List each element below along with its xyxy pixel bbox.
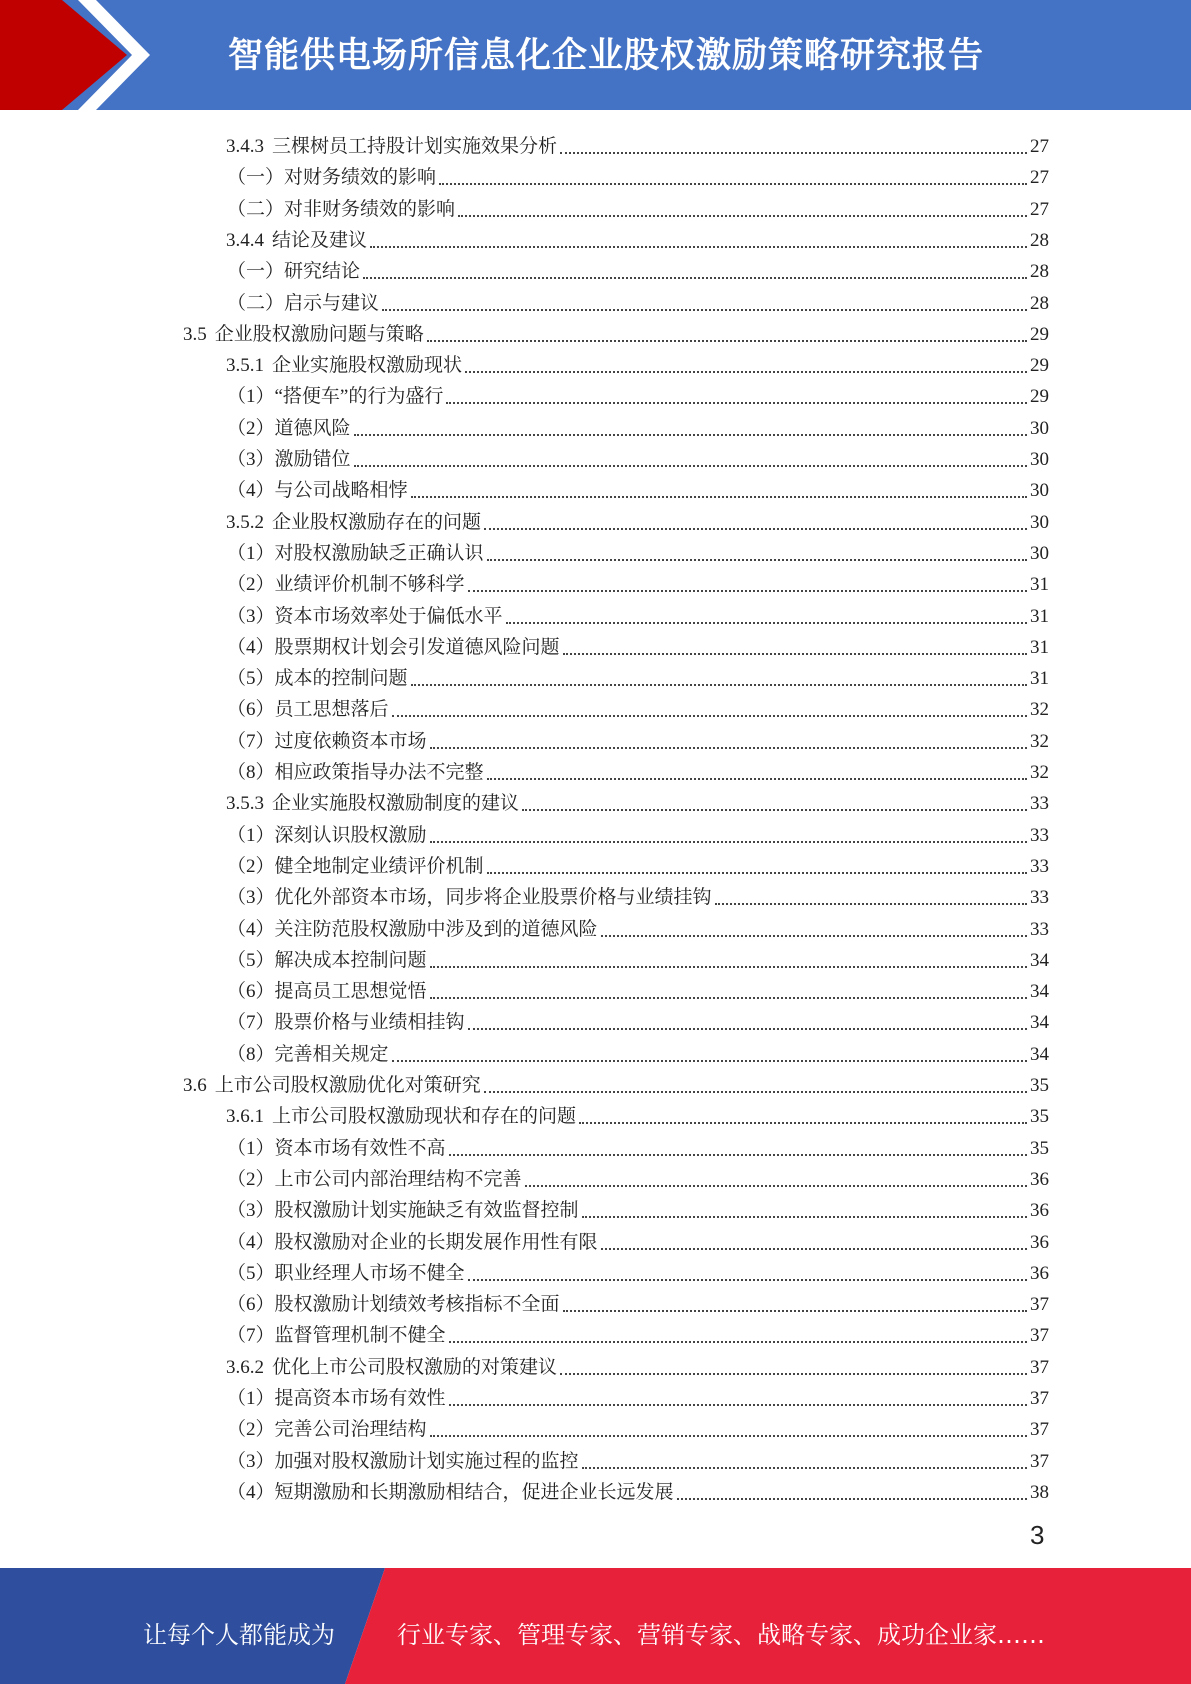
toc-entry[interactable] bbox=[227, 941, 1049, 972]
toc-entry[interactable] bbox=[227, 1442, 1049, 1473]
toc-entry-title: （5）成本的控制问题 bbox=[227, 668, 408, 690]
toc-entry-page: 30 bbox=[1030, 542, 1049, 564]
toc-entry-page: 33 bbox=[1030, 824, 1049, 846]
toc-entry-page: 30 bbox=[1030, 511, 1049, 533]
toc-entry-page: 38 bbox=[1030, 1481, 1049, 1503]
toc-entry-title: （7）股票价格与业绩相挂钩 bbox=[227, 1012, 465, 1034]
toc-entry[interactable] bbox=[227, 1254, 1049, 1285]
toc-dot-leader bbox=[582, 1445, 1027, 1469]
page-header bbox=[0, 0, 1191, 110]
toc-entry-page: 33 bbox=[1030, 855, 1049, 877]
toc-entry-page: 34 bbox=[1030, 981, 1049, 1003]
toc-entry-title: （4）与公司战略相悖 bbox=[227, 480, 408, 502]
toc-dot-leader bbox=[382, 287, 1027, 311]
footer-slogan-right: 行业专家、管理专家、营销专家、战略专家、成功企业家…… bbox=[397, 1621, 1045, 1649]
toc-entry-title: （1）“搭便车”的行为盛行 bbox=[227, 386, 444, 408]
toc-entry-page: 31 bbox=[1030, 636, 1049, 658]
toc-entry[interactable] bbox=[227, 409, 1049, 440]
toc-entry[interactable] bbox=[227, 1285, 1049, 1316]
document-title: 智能供电场所信息化企业股权激励策略研究报告 bbox=[228, 36, 985, 76]
toc-entry-title: （二）启示与建议 bbox=[227, 292, 380, 314]
toc-entry-page: 35 bbox=[1030, 1075, 1049, 1096]
toc-dot-leader bbox=[439, 161, 1027, 185]
toc-dot-leader bbox=[392, 693, 1027, 717]
toc-entry[interactable] bbox=[227, 1003, 1049, 1034]
toc-entry-page: 30 bbox=[1030, 417, 1049, 439]
toc-entry[interactable] bbox=[227, 847, 1049, 878]
toc-entry-page: 31 bbox=[1030, 668, 1049, 690]
toc-entry-number: 3.5 bbox=[183, 323, 207, 345]
toc-dot-leader bbox=[468, 568, 1027, 592]
toc-entry[interactable] bbox=[227, 440, 1049, 471]
toc-entry[interactable] bbox=[227, 1410, 1049, 1441]
toc-entry[interactable] bbox=[183, 315, 1049, 346]
toc-entry-page: 31 bbox=[1030, 574, 1049, 596]
toc-dot-leader bbox=[449, 1132, 1027, 1156]
toc-entry-page: 33 bbox=[1030, 887, 1049, 909]
toc-entry[interactable] bbox=[227, 1223, 1049, 1254]
toc-entry-title: （二）对非财务绩效的影响 bbox=[227, 198, 456, 220]
toc-entry-page: 35 bbox=[1030, 1137, 1049, 1159]
toc-entry-title: 企业股权激励问题与策略 bbox=[214, 323, 424, 345]
toc-dot-leader bbox=[560, 1351, 1027, 1375]
toc-entry-title: （6）提高员工思想觉悟 bbox=[227, 981, 427, 1003]
toc-entry-page: 28 bbox=[1030, 261, 1049, 283]
toc-entry-title: 上市公司股权激励现状和存在的问题 bbox=[272, 1106, 577, 1128]
toc-entry[interactable] bbox=[227, 816, 1049, 847]
toc-entry[interactable] bbox=[227, 597, 1049, 628]
toc-entry-page: 31 bbox=[1030, 605, 1049, 627]
toc-entry[interactable] bbox=[227, 659, 1049, 690]
toc-entry-title: （3）资本市场效率处于偏低水平 bbox=[227, 605, 503, 627]
toc-dot-leader bbox=[487, 537, 1027, 561]
footer-slogan-left: 让每个人都能成为 bbox=[143, 1621, 335, 1649]
toc-dot-leader bbox=[715, 881, 1027, 905]
toc-entry-page: 36 bbox=[1030, 1168, 1049, 1190]
toc-dot-leader bbox=[560, 130, 1027, 154]
toc-entry-title: （7）监督管理机制不健全 bbox=[227, 1325, 446, 1347]
toc-entry-page: 33 bbox=[1030, 793, 1049, 815]
toc-entry-page: 29 bbox=[1030, 323, 1049, 345]
toc-entry[interactable] bbox=[226, 1097, 1049, 1128]
toc-dot-leader bbox=[430, 975, 1027, 999]
toc-dot-leader bbox=[370, 224, 1027, 248]
toc-entry-title: （3）加强对股权激励计划实施过程的监控 bbox=[227, 1450, 579, 1472]
toc-entry-number: 3.4.3 bbox=[226, 136, 264, 157]
toc-entry-number: 3.6 bbox=[183, 1075, 207, 1096]
toc-dot-leader bbox=[468, 1257, 1027, 1281]
toc-dot-leader bbox=[484, 506, 1027, 530]
toc-entry-number: 3.6.1 bbox=[226, 1106, 264, 1128]
toc-entry-page: 34 bbox=[1030, 1012, 1049, 1034]
toc-entry-title: （1）提高资本市场有效性 bbox=[227, 1388, 446, 1409]
toc-entry-title: （2）业绩评价机制不够科学 bbox=[227, 574, 465, 596]
toc-entry-page: 37 bbox=[1030, 1419, 1049, 1441]
toc-dot-leader bbox=[449, 1319, 1027, 1343]
toc-dot-leader bbox=[506, 600, 1027, 624]
toc-entry-page: 37 bbox=[1030, 1450, 1049, 1472]
toc-entry-title: 企业股权激励存在的问题 bbox=[272, 511, 482, 533]
toc-entry-page: 32 bbox=[1030, 730, 1049, 752]
toc-entry-title: （一）研究结论 bbox=[227, 261, 361, 283]
toc-dot-leader bbox=[468, 1006, 1027, 1030]
toc-entry-title: （4）关注防范股权激励中涉及到的道德风险 bbox=[227, 918, 598, 940]
toc-entry-title: 企业实施股权激励制度的建议 bbox=[272, 793, 520, 815]
toc-entry-page: 27 bbox=[1030, 167, 1049, 189]
toc-entry-page: 36 bbox=[1030, 1262, 1049, 1284]
toc-entry-page: 29 bbox=[1030, 355, 1049, 377]
toc-entry[interactable] bbox=[227, 1129, 1049, 1160]
toc-entry-page: 35 bbox=[1030, 1106, 1049, 1128]
toc-dot-leader bbox=[579, 1100, 1027, 1124]
toc-entry[interactable] bbox=[227, 753, 1049, 784]
toc-dot-leader bbox=[430, 1413, 1027, 1437]
toc-entry[interactable] bbox=[226, 221, 1049, 252]
toc-entry-title: （6）员工思想落后 bbox=[227, 699, 389, 721]
toc-dot-leader bbox=[522, 787, 1027, 811]
toc-entry-title: （7）过度依赖资本市场 bbox=[227, 730, 427, 752]
toc-entry-title: （4）股权激励对企业的长期发展作用性有限 bbox=[227, 1231, 598, 1253]
toc-dot-leader bbox=[411, 474, 1027, 498]
toc-dot-leader bbox=[677, 1476, 1027, 1500]
toc-dot-leader bbox=[430, 944, 1027, 968]
toc-entry-number: 3.5.1 bbox=[226, 355, 264, 377]
toc-entry[interactable] bbox=[227, 972, 1049, 1003]
toc-entry-title: （2）健全地制定业绩评价机制 bbox=[227, 855, 484, 877]
toc-entry-page: 32 bbox=[1030, 762, 1049, 783]
toc-dot-leader bbox=[449, 1382, 1027, 1406]
toc-entry-page: 37 bbox=[1030, 1356, 1049, 1378]
toc-entry-page: 29 bbox=[1030, 386, 1049, 408]
toc-entry-title: （3）优化外部资本市场，同步将企业股票价格与业绩挂钩 bbox=[227, 887, 712, 909]
toc-entry-title: （3）激励错位 bbox=[227, 449, 351, 470]
page-footer bbox=[0, 1568, 1191, 1684]
toc-entry-page: 27 bbox=[1030, 136, 1049, 157]
toc-entry[interactable] bbox=[227, 1316, 1049, 1347]
toc-entry-title: 三棵树员工持股计划实施效果分析 bbox=[272, 136, 558, 157]
toc-entry[interactable] bbox=[227, 534, 1049, 565]
toc-entry[interactable] bbox=[227, 190, 1049, 221]
toc-entry[interactable] bbox=[227, 628, 1049, 659]
toc-entry[interactable] bbox=[227, 1035, 1049, 1066]
toc-entry[interactable] bbox=[226, 127, 1049, 158]
toc-entry-title: （2）道德风险 bbox=[227, 417, 351, 439]
toc-entry-page: 34 bbox=[1030, 949, 1049, 971]
toc-entry-number: 3.5.3 bbox=[226, 793, 264, 815]
toc-entry-title: （8）完善相关规定 bbox=[227, 1043, 389, 1065]
toc-entry[interactable] bbox=[227, 910, 1049, 941]
toc-dot-leader bbox=[458, 193, 1027, 217]
toc-entry-title: （4）股票期权计划会引发道德风险问题 bbox=[227, 636, 560, 658]
toc-entry[interactable] bbox=[183, 1066, 1049, 1097]
toc-entry[interactable] bbox=[226, 503, 1049, 534]
toc-dot-leader bbox=[354, 412, 1027, 436]
toc-entry-page: 33 bbox=[1030, 918, 1049, 940]
toc-entry[interactable] bbox=[227, 252, 1049, 283]
toc-entry-number: 3.4.4 bbox=[226, 229, 264, 251]
toc-dot-leader bbox=[430, 819, 1027, 843]
toc-dot-leader bbox=[601, 913, 1027, 937]
toc-entry[interactable] bbox=[227, 471, 1049, 502]
toc-entry[interactable] bbox=[227, 690, 1049, 721]
toc-entry-title: （6）股权激励计划绩效考核指标不全面 bbox=[227, 1294, 560, 1316]
toc-entry-title: （4）短期激励和长期激励相结合，促进企业长远发展 bbox=[227, 1481, 674, 1503]
toc-entry-title: （1）深刻认识股权激励 bbox=[227, 824, 427, 846]
toc-dot-leader bbox=[354, 443, 1027, 467]
toc-entry-title: 上市公司股权激励优化对策研究 bbox=[214, 1075, 481, 1096]
toc-entry[interactable] bbox=[227, 1160, 1049, 1191]
toc-dot-leader bbox=[601, 1226, 1027, 1250]
toc-entry-title: 结论及建议 bbox=[272, 229, 368, 251]
toc-dot-leader bbox=[484, 1069, 1027, 1093]
toc-dot-leader bbox=[465, 349, 1027, 373]
toc-entry-page: 28 bbox=[1030, 292, 1049, 314]
toc-entry-page: 36 bbox=[1030, 1231, 1049, 1253]
toc-entry[interactable] bbox=[227, 878, 1049, 909]
toc-entry-page: 37 bbox=[1030, 1325, 1049, 1347]
toc-dot-leader bbox=[525, 1163, 1027, 1187]
toc-entry-title: 企业实施股权激励现状 bbox=[272, 355, 463, 377]
toc-entry-page: 37 bbox=[1030, 1294, 1049, 1316]
toc-entry-page: 28 bbox=[1030, 229, 1049, 251]
toc-entry[interactable] bbox=[227, 377, 1049, 408]
toc-entry-page: 34 bbox=[1030, 1043, 1049, 1065]
toc-entry-title: 优化上市公司股权激励的对策建议 bbox=[272, 1356, 558, 1378]
toc-entry[interactable] bbox=[227, 158, 1049, 189]
page-number: 3 bbox=[1030, 1520, 1045, 1550]
toc-entry[interactable] bbox=[226, 346, 1049, 377]
toc-entry-title: （3）股权激励计划实施缺乏有效监督控制 bbox=[227, 1200, 579, 1222]
toc-entry[interactable] bbox=[226, 1348, 1049, 1379]
toc-dot-leader bbox=[411, 662, 1027, 686]
toc-entry-page: 36 bbox=[1030, 1200, 1049, 1222]
toc-dot-leader bbox=[487, 850, 1027, 874]
toc-entry[interactable] bbox=[227, 1379, 1049, 1410]
toc-entry[interactable] bbox=[227, 565, 1049, 596]
toc-entry[interactable] bbox=[227, 722, 1049, 753]
toc-dot-leader bbox=[563, 1288, 1027, 1312]
toc-entry-title: （2）完善公司治理结构 bbox=[227, 1419, 427, 1441]
toc-entry-number: 3.6.2 bbox=[226, 1356, 264, 1378]
toc-entry-title: （5）职业经理人市场不健全 bbox=[227, 1262, 465, 1284]
toc-dot-leader bbox=[430, 725, 1027, 749]
toc-dot-leader bbox=[427, 318, 1027, 342]
toc-entry[interactable] bbox=[227, 1191, 1049, 1222]
toc-dot-leader bbox=[582, 1194, 1027, 1218]
toc-dot-leader bbox=[363, 255, 1027, 279]
toc-entry[interactable] bbox=[226, 784, 1049, 815]
toc-dot-leader bbox=[392, 1038, 1027, 1062]
toc-dot-leader bbox=[487, 756, 1027, 780]
toc-entry[interactable] bbox=[227, 284, 1049, 315]
toc-entry-title: （5）解决成本控制问题 bbox=[227, 949, 427, 971]
toc-entry[interactable] bbox=[227, 1473, 1049, 1504]
toc-entry-title: （1）对股权激励缺乏正确认识 bbox=[227, 542, 484, 564]
toc-entry-page: 37 bbox=[1030, 1388, 1049, 1409]
toc-entry-page: 30 bbox=[1030, 480, 1049, 502]
toc-dot-leader bbox=[446, 380, 1027, 404]
toc-entry-title: （2）上市公司内部治理结构不完善 bbox=[227, 1168, 522, 1190]
toc-entry-page: 27 bbox=[1030, 198, 1049, 220]
toc-dot-leader bbox=[563, 631, 1027, 655]
toc-entry-title: （一）对财务绩效的影响 bbox=[227, 167, 437, 189]
toc-entry-page: 30 bbox=[1030, 449, 1049, 470]
toc-entry-number: 3.5.2 bbox=[226, 511, 264, 533]
toc-entry-title: （8）相应政策指导办法不完整 bbox=[227, 762, 484, 783]
toc-entry-page: 32 bbox=[1030, 699, 1049, 721]
toc-entry-title: （1）资本市场有效性不高 bbox=[227, 1137, 446, 1159]
chevron-arrow-icon bbox=[0, 0, 160, 110]
